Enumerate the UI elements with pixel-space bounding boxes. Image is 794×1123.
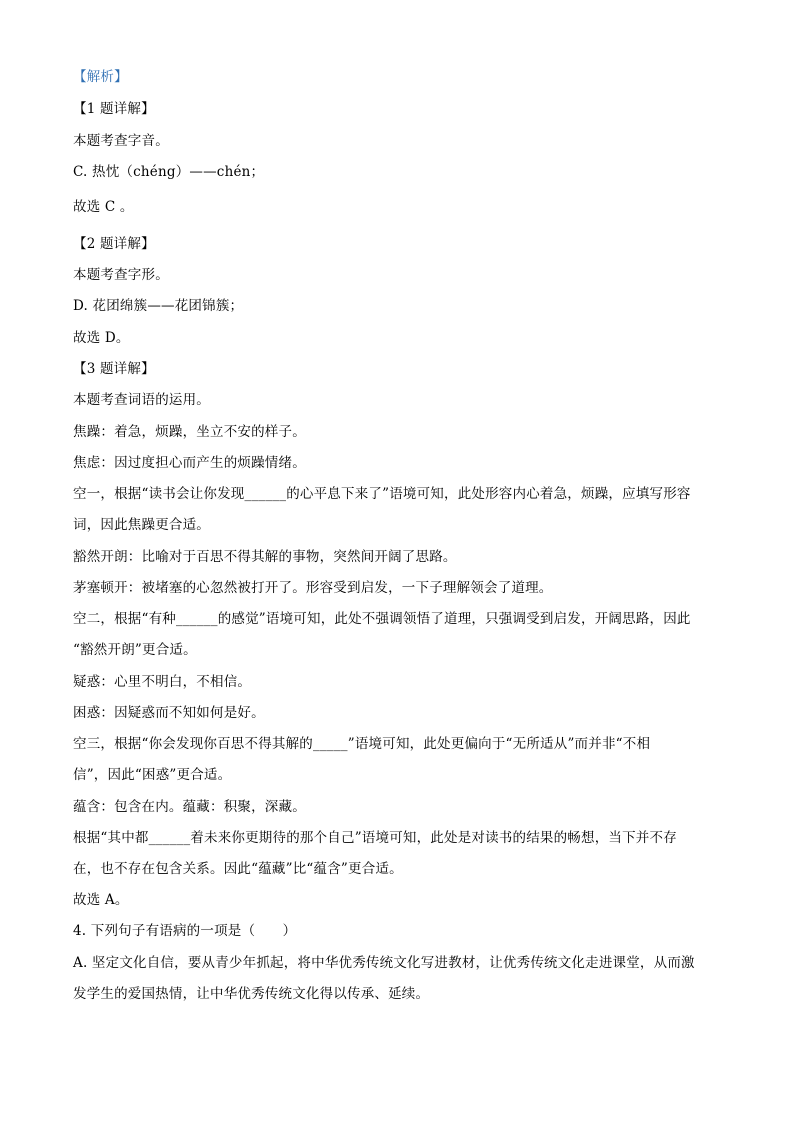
q1-answer: 故选 C 。 [73, 199, 134, 215]
q3-line: 焦虑：因过度担心而产生的烦躁情绪。 [73, 455, 306, 471]
q3-line: 词，因此焦躁更合适。 [73, 517, 210, 533]
q3-line: 根据“其中都______着未来你更期待的那个自己”语境可知，此处是对读书的结果的畅想，当下并不存 [73, 830, 677, 846]
q3-line: 空三，根据“你会发现你百思不得其解的_____”语境可知，此处更偏向于“无所适从”而并非“不相 [73, 736, 651, 752]
q3-line: 疑惑：心里不明白，不相信。 [73, 674, 252, 690]
q4-option-a-line2: 发学生的爱国热情，让中华优秀传统文化得以传承、延续。 [73, 986, 430, 1002]
q3-answer: 故选 A。 [73, 892, 129, 908]
q3-line: 豁然开朗：比喻对于百思不得其解的事物，突然间开阔了思路。 [73, 549, 457, 565]
q1-heading: 【1 题详解】 [73, 101, 155, 117]
q3-line: 在，也不存在包含关系。因此“蕴藏”比“蕴含”更合适。 [73, 861, 403, 877]
q3-heading: 【3 题详解】 [73, 361, 155, 377]
analysis-label: 【解析】 [73, 69, 128, 85]
q2-detail: D. 花团绵簇——花团锦簇； [73, 298, 244, 314]
q3-line: 焦躁：着急，烦躁，坐立不安的样子。 [73, 424, 306, 440]
q3-intro: 本题考查词语的运用。 [73, 392, 210, 408]
q1-detail: C. 热忱（chéng）——chén； [73, 164, 265, 180]
q4-option-a-line1: A. 坚定文化自信，要从青少年抓起，将中华优秀传统文化写进教材，让优秀传统文化走进课堂，从而激 [73, 955, 695, 971]
q2-heading: 【2 题详解】 [73, 236, 155, 252]
q3-line: 信”，因此“困惑”更合适。 [73, 767, 232, 783]
q3-line: 茅塞顿开：被堵塞的心忽然被打开了。形容受到启发，一下子理解领会了道理。 [73, 580, 553, 596]
q3-line: 空二，根据“有种______的感觉”语境可知，此处不强调领悟了道理，只强调受到启发，开阔思路，因此 [73, 611, 691, 627]
q4-question: 4. 下列句子有语病的一项是（ ） [73, 923, 297, 939]
q1-intro: 本题考查字音。 [73, 133, 169, 149]
q3-line: 困惑：因疑惑而不知如何是好。 [73, 705, 265, 721]
q2-intro: 本题考查字形。 [73, 267, 169, 283]
q2-answer: 故选 D。 [73, 330, 130, 346]
q3-line: “豁然开朗”更合适。 [73, 642, 197, 658]
q3-line: 蕴含：包含在内。蕴藏：积聚，深藏。 [73, 799, 306, 815]
q3-line: 空一，根据“读书会让你发现______的心平息下来了”语境可知，此处形容内心着急，烦躁，应填写形容 [73, 486, 691, 502]
